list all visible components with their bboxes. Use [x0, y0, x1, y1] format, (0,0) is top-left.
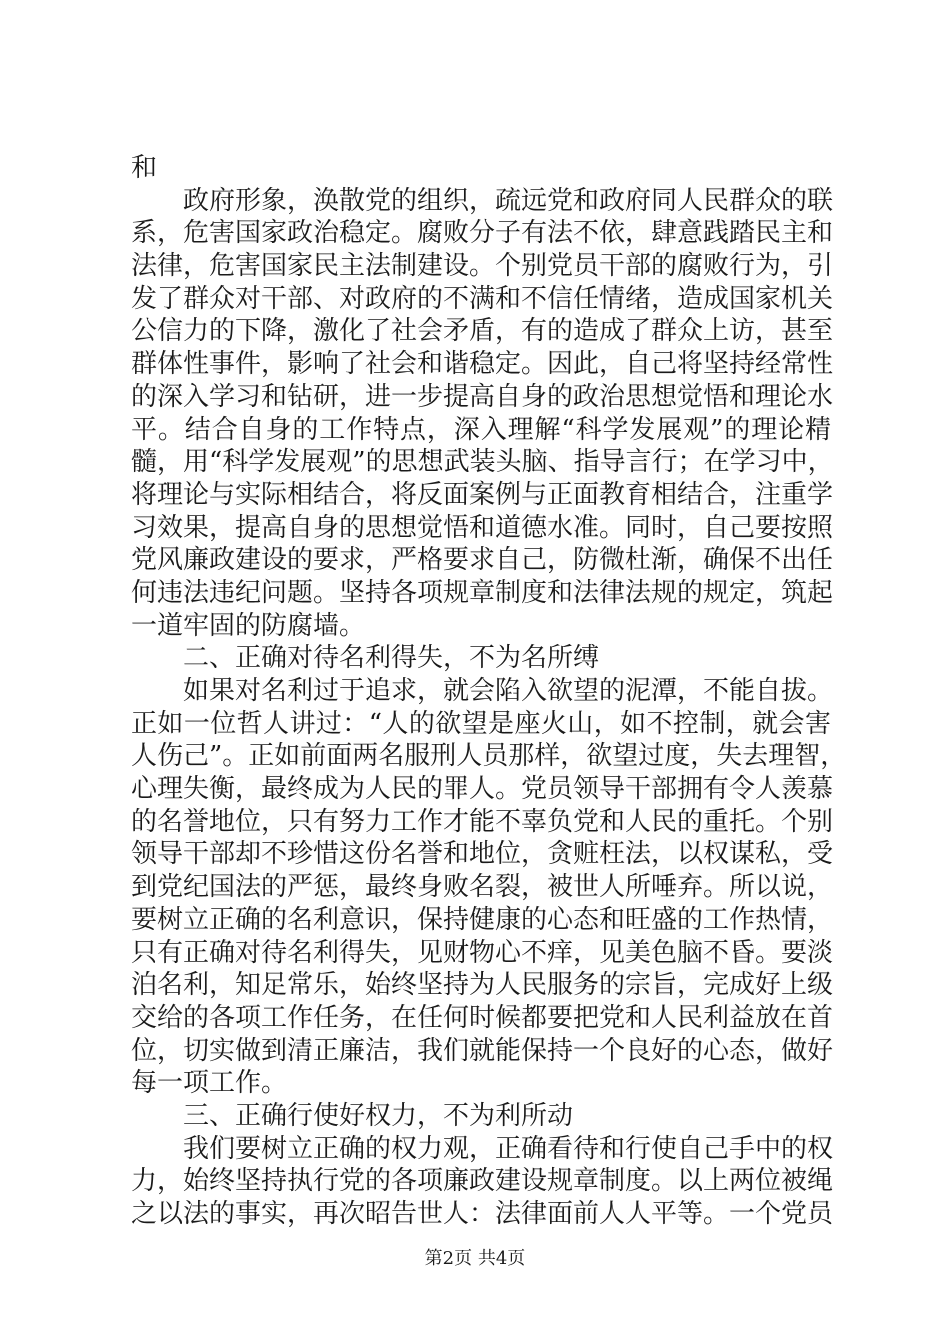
text-line: 习效果，提高自身的思想觉悟和道德水准。同时，自己要按照: [131, 512, 834, 543]
section-heading-2: 二、正确对待名利得失，不为名所缚: [183, 643, 600, 674]
text-line: 公信力的下降，激化了社会矛盾，有的造成了群众上访，甚至: [131, 316, 834, 347]
text-line: 位，切实做到清正廉洁，我们就能保持一个良好的心态，做好: [131, 1035, 834, 1066]
text-line: 每一项工作。: [131, 1068, 288, 1099]
text-line: 的深入学习和钻研，进一步提高自身的政治思想觉悟和理论水: [131, 381, 834, 412]
text-line: 泊名利，知足常乐，始终坚持为人民服务的宗旨，完成好上级: [131, 970, 834, 1001]
text-line: 系，危害国家政治稳定。腐败分子有法不依，肆意践踏民主和: [131, 218, 834, 249]
text-line: 交给的各项工作任务，在任何时候都要把党和人民利益放在首: [131, 1002, 834, 1033]
text-line: 领导干部却不珍惜这份名誉和地位，贪赃枉法，以权谋私，受: [131, 839, 834, 870]
text-line: 要树立正确的名利意识，保持健康的心态和旺盛的工作热情，: [131, 904, 834, 935]
text-line: 的名誉地位，只有努力工作才能不辜负党和人民的重托。个别: [131, 806, 834, 837]
text-line: 发了群众对干部、对政府的不满和不信任情绪，造成国家机关: [131, 283, 834, 314]
paragraph-start-line: 我们要树立正确的权力观，正确看待和行使自己手中的权: [183, 1133, 834, 1164]
text-line: 将理论与实际相结合，将反面案例与正面教育相结合，注重学: [131, 479, 834, 510]
text-line: 心理失衡，最终成为人民的罪人。党员领导干部拥有令人羡慕: [131, 774, 834, 805]
text-line: 只有正确对待名利得失，见财物心不痒，见美色脑不昏。要淡: [131, 937, 834, 968]
paragraph-start-line: 政府形象，涣散党的组织，疏远党和政府同人民群众的联: [183, 185, 834, 216]
text-line: 何违法违纪问题。坚持各项规章制度和法律法规的规定，筑起: [131, 577, 834, 608]
text-line: 正如一位哲人讲过：“人的欲望是座火山，如不控制，就会害: [131, 708, 831, 739]
text-line: 一道牢固的防腐墙。: [131, 610, 366, 641]
text-line: 到党纪国法的严惩，最终身败名裂，被世人所唾弃。所以说，: [131, 872, 834, 903]
text-line: 之以法的事实，再次昭告世人：法律面前人人平等。一个党员: [131, 1199, 834, 1229]
paragraph-start-line: 如果对名利过于追求，就会陷入欲望的泥潭，不能自拔。: [183, 676, 834, 706]
text-line: 群体性事件，影响了社会和谐稳定。因此，自己将坚持经常性: [131, 349, 834, 380]
page-footer: 第2页 共4页: [424, 1248, 526, 1269]
text-line: 和: [131, 153, 158, 183]
text-line: 党风廉政建设的要求，严格要求自己，防微杜渐，确保不出任: [131, 545, 834, 576]
text-line: 力，始终坚持执行党的各项廉政建设规章制度。以上两位被绳: [131, 1166, 834, 1197]
document-body: [131, 152, 847, 1231]
section-heading-3: 三、正确行使好权力，不为利所动: [183, 1100, 574, 1131]
text-line: 平。结合自身的工作特点，深入理解“科学发展观”的理论精: [131, 414, 831, 445]
text-line: 髓，用“科学发展观”的思想武装头脑、指导言行；在学习中，: [131, 447, 834, 478]
text-line: 人伤己”。正如前面两名服刑人员那样，欲望过度，失去理智，: [131, 741, 847, 772]
text-line: 法律，危害国家民主法制建设。个别党员干部的腐败行为，引: [131, 251, 834, 282]
